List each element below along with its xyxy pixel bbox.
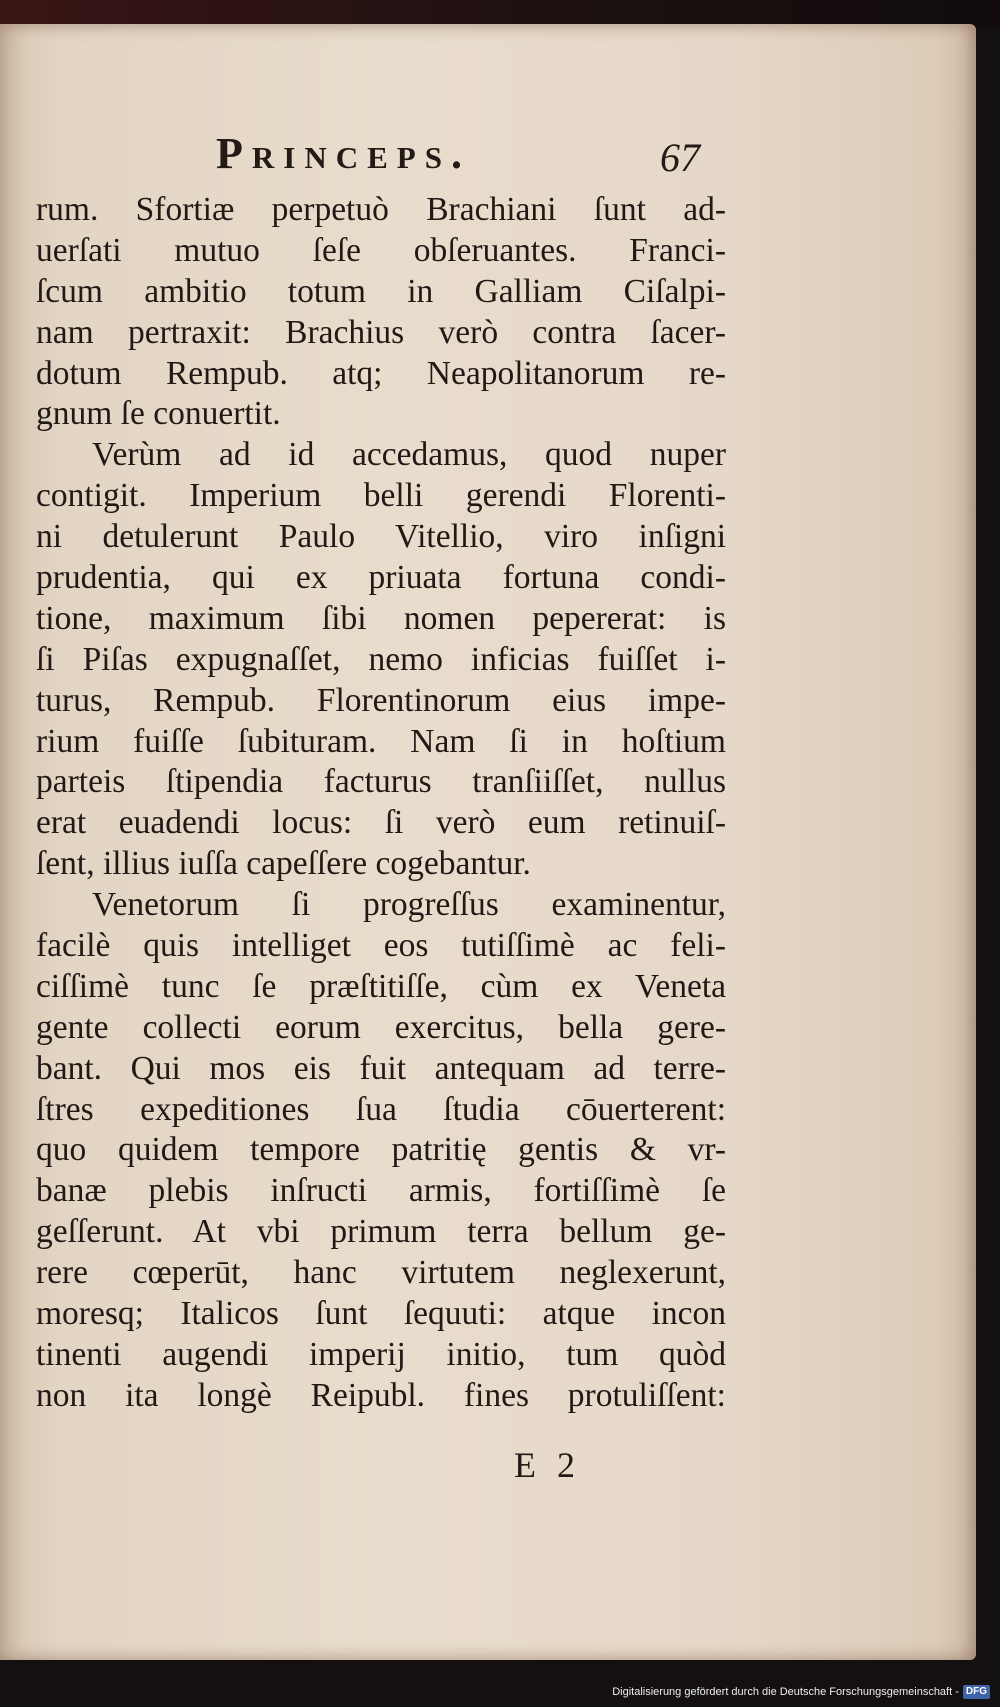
text-line: rere cœperūt, hanc virtutem neglexerunt, xyxy=(36,1254,726,1292)
text-line: gnum ſe conuertit. xyxy=(36,395,281,433)
text-line: quo quidem tempore patritię gentis & vr- xyxy=(36,1131,726,1169)
text-line: Verùm ad id accedamus, quod nuper xyxy=(92,436,726,474)
text-line: banæ plebis inſructi armis, fortiſſimè ſe xyxy=(36,1172,726,1210)
text-line: rum. Sfortiæ perpetuò Brachiani ſunt ad- xyxy=(36,191,726,228)
page-number: 67 xyxy=(660,135,700,180)
signature-mark: E 2 xyxy=(514,1445,581,1485)
text-line: bant. Qui mos eis fuit antequam ad terre- xyxy=(36,1049,726,1087)
credit-text: Digitalisierung gefördert durch die Deutsche Forschungsgemeinschaft - xyxy=(612,1686,959,1698)
text-line: erat euadendi locus: ſi verò eum retinuiſ- xyxy=(36,804,726,842)
book-page xyxy=(0,24,976,1660)
text-line: nam pertraxit: Brachius verò contra ſacer- xyxy=(36,313,726,351)
text-line: prudentia, qui ex priuata fortuna condi- xyxy=(36,559,726,597)
text-line: contigit. Imperium belli gerendi Florenti- xyxy=(36,477,726,515)
text-line: ſtres expeditiones ſua ſtudia cōuerterent: xyxy=(36,1090,726,1128)
text-line: gente collecti eorum exercitus, bella gere- xyxy=(36,1008,726,1046)
text-line: non ita longè Reipubl. fines protuliſſent: xyxy=(36,1376,726,1414)
digitization-credit xyxy=(612,1684,990,1700)
text-line: moresq; Italicos ſunt ſequuti: atque incon xyxy=(36,1295,726,1333)
text-line: tinenti augendi imperij initio, tum quòd xyxy=(36,1335,726,1373)
running-head xyxy=(170,124,730,194)
text-line: Venetorum ſi progreſſus examinentur, xyxy=(92,886,726,924)
body-text xyxy=(36,190,726,1417)
text-line: dotum Rempub. atq; Neapolitanorum re- xyxy=(36,354,726,392)
text-line: ciſſimè tunc ſe præſtitiſſe, cùm ex Veneta xyxy=(36,967,726,1005)
text-line: turus, Rempub. Florentinorum eius impe- xyxy=(36,681,726,719)
text-line: geſſerunt. At vbi primum terra bellum ge- xyxy=(36,1213,726,1251)
text-line: parteis ſtipendia facturus tranſiiſſet, nullus xyxy=(36,763,726,801)
text-line: rium fuiſſe ſubituram. Nam ſi in hoſtium xyxy=(36,722,726,760)
text-line: tione, maximum ſibi nomen pepererat: is xyxy=(36,599,726,637)
text-line: ſcum ambitio totum in Galliam Ciſalpi- xyxy=(36,272,726,310)
text-line: uerſati mutuo ſeſe obſeruantes. Franci- xyxy=(36,231,726,269)
text-line: facilè quis intelliget eos tutiſſimè ac feli- xyxy=(36,927,726,965)
text-line: ni detulerunt Paulo Vitellio, viro inſigni xyxy=(36,518,726,556)
text-line: ſent, illius iuſſa capeſſere cogebantur. xyxy=(36,845,531,883)
page-title: Princeps. xyxy=(216,129,471,178)
text-line: ſi Piſas expugnaſſet, nemo inficias fuiſſet i- xyxy=(36,640,726,678)
scan-edge xyxy=(0,0,1000,26)
dfg-logo: DFG xyxy=(963,1685,990,1699)
